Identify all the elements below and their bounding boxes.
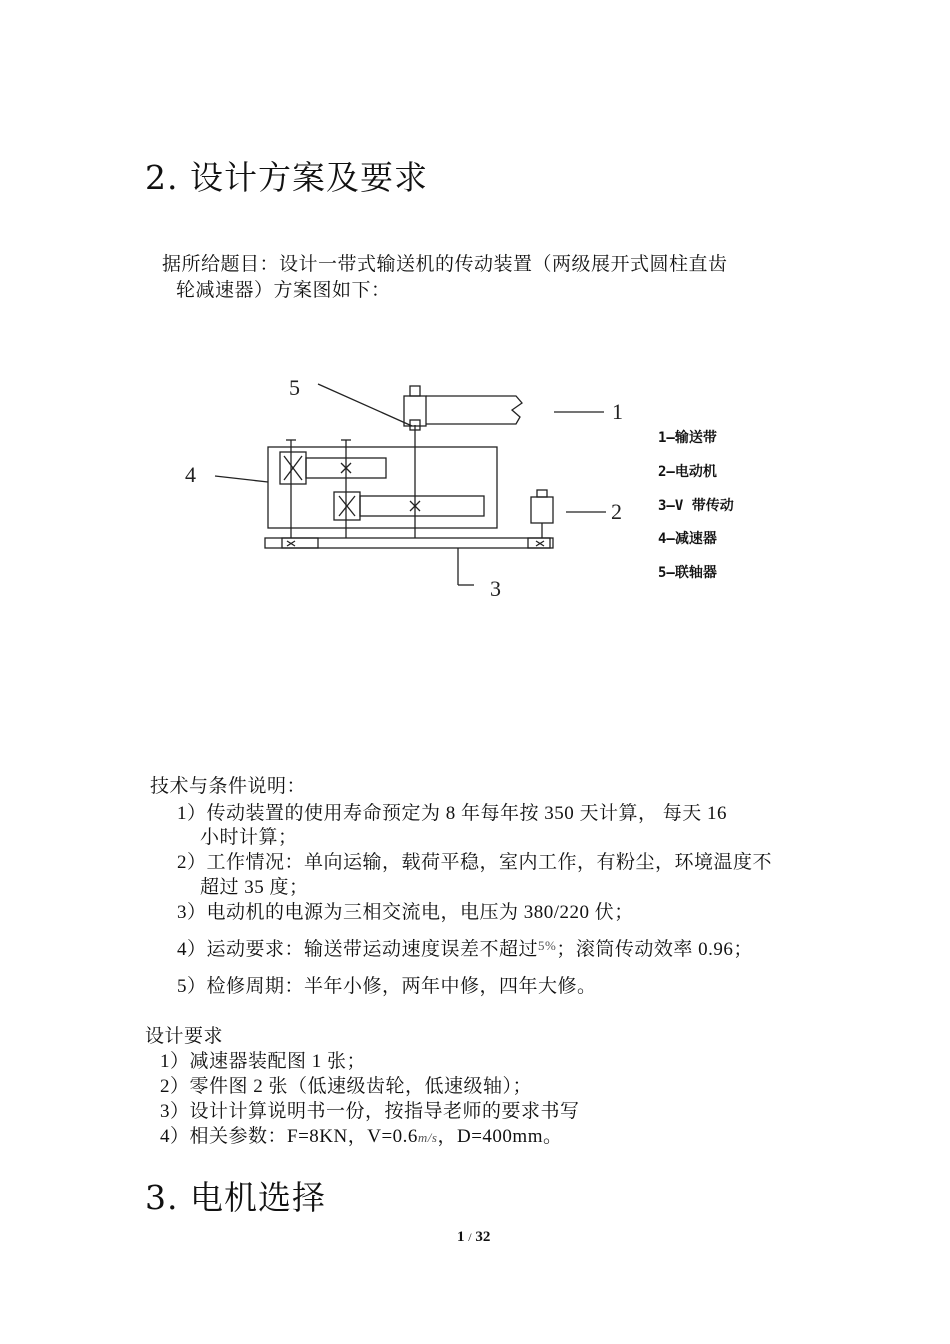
legend-item-2: 2—电动机 — [658, 464, 717, 480]
design-title: 设计要求 — [145, 1026, 224, 1047]
tech-item-1-line-1: 1）传动装置的使用寿命预定为 8 年每年按 350 天计算， 每天 16 — [177, 803, 728, 824]
callout-4: 4 — [185, 462, 196, 487]
intro-line-1: 据所给题目：设计一带式输送机的传动装置（两级展开式圆柱直齿 — [162, 254, 728, 275]
design-item-1: 1）减速器装配图 1 张； — [160, 1051, 367, 1072]
tech-item-1-line-2: 小时计算； — [200, 827, 298, 848]
page-current: 1 — [457, 1229, 465, 1245]
tech-item-3: 3）电动机的电源为三相交流电，电压为 380/220 伏； — [177, 902, 634, 923]
callout-1: 1 — [612, 399, 623, 424]
tech-item-4-text: 4）运动要求：输送带运动速度误差不超过 — [177, 939, 539, 960]
page-total: 32 — [475, 1229, 491, 1245]
tech-item-4-text-end: ；滚筒传动效率 0.96； — [556, 939, 753, 960]
section-heading-2: 2. 设计方案及要求 — [145, 158, 428, 197]
intro-line-2: 轮减速器）方案图如下： — [176, 280, 391, 301]
legend-item-5: 5—联轴器 — [658, 565, 717, 581]
design-item-4-text: 4）相关参数：F=8KN，V=0.6 — [160, 1126, 418, 1147]
design-item-3: 3）设计计算说明书一份，按指导老师的要求书写 — [160, 1101, 580, 1122]
motor — [531, 497, 553, 523]
callout-5: 5 — [289, 375, 300, 400]
design-item-4 — [160, 1121, 562, 1148]
section-heading-3: 3. 电机选择 — [145, 1178, 326, 1217]
gear-2 — [360, 496, 484, 516]
tech-title: 技术与条件说明： — [150, 776, 307, 797]
v-belt — [265, 538, 553, 548]
tech-item-4-percent: 5% — [538, 938, 557, 953]
page-separator: / — [468, 1230, 472, 1244]
legend-item-1: 1—输送带 — [658, 430, 717, 446]
tech-item-4 — [177, 934, 753, 961]
tech-item-2-line-2: 超过 35 度； — [200, 877, 309, 898]
tech-item-5: 5）检修周期：半年小修，两年中修，四年大修。 — [177, 976, 597, 997]
tech-item-2-line-1: 2）工作情况：单向运输，载荷平稳，室内工作，有粉尘，环境温度不 — [177, 852, 773, 873]
callout-3: 3 — [490, 576, 501, 601]
legend-item-4: 4—减速器 — [658, 531, 717, 547]
design-item-2: 2）零件图 2 张（低速级齿轮，低速级轴）； — [160, 1076, 533, 1097]
page-number — [457, 1229, 490, 1246]
legend-item-3: 3—V 带传动 — [658, 498, 734, 514]
design-item-4-unit: m/s — [417, 1130, 438, 1145]
conveyor-drum — [404, 396, 426, 426]
design-item-4-text-end: ，D=400mm。 — [437, 1126, 563, 1147]
callout-2: 2 — [611, 499, 622, 524]
conveyor-belt — [426, 396, 522, 424]
